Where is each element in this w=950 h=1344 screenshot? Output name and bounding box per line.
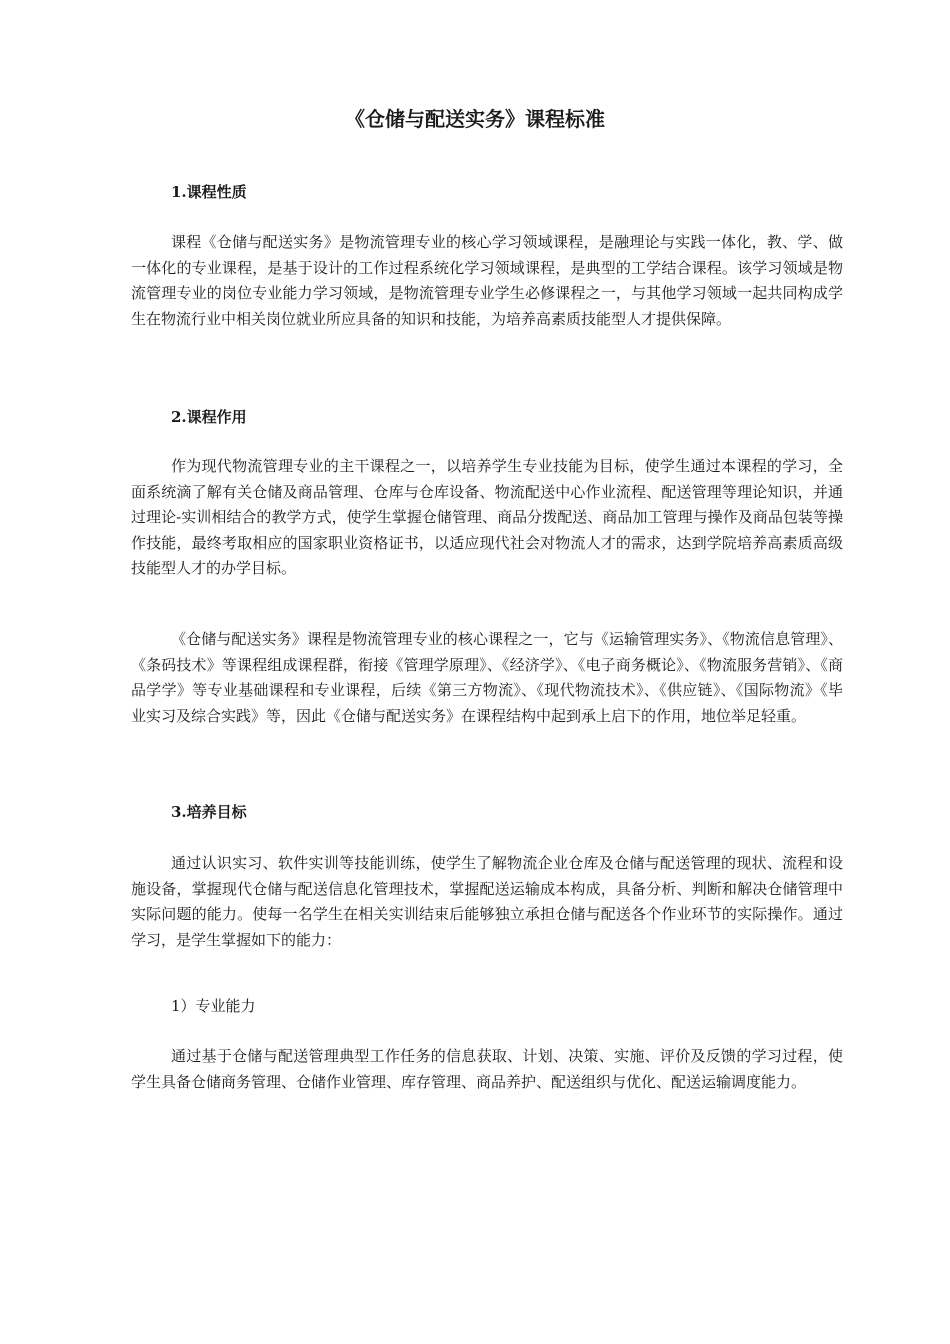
paragraph-professional-ability: 通过基于仓储与配送管理典型工作任务的信息获取、计划、决策、实施、评价及反馈的学习过程，使学生具备仓储商务管理、仓储作业管理、库存管理、商品养护、配送组织与优化、配送运输调度能力。	[131, 1047, 843, 1091]
paragraph-role-1: 作为现代物流管理专业的主干课程之一，以培养学生专业技能为目标，使学生通过本课程的学习，全面系统滴了解有关仓储及商品管理、仓库与仓库设备、物流配送中心作业流程、配送管理等理论知识，并通过理论-实训相结合的教学方式，使学生掌握仓储管理、商品分拨配送、商品加工管理与操作及商品包装等操作技能，最终考取相应的国家职业资格证书，以适应现代社会对物流人才的需求，达到学院培养高素质高级技能型人才的办学目标。	[131, 457, 843, 578]
paragraph-nature: 课程《仓储与配送实务》是物流管理专业的核心学习领域课程，是融理论与实践一体化，教、学、做一体化的专业课程，是基于设计的工作过程系统化学习领域课程，是典型的工学结合课程。该学习领域是物流管理专业的岗位专业能力学习领域，是物流管理专业学生必修课程之一，与其他学习领域一起共同构成学生在物流行业中相关岗位就业所应具备的知识和技能，为培养高素质技能型人才提供保障。	[131, 233, 843, 328]
document-title: 《仓储与配送实务》课程标准	[345, 107, 605, 131]
paragraph-goals: 通过认识实习、软件实训等技能训练，使学生了解物流企业仓库及仓储与配送管理的现状、流程和设施设备，掌握现代仓储与配送信息化管理技术，掌握配送运输成本构成，具备分析、判断和解决仓储管理中实际问题的能力。使每一名学生在相关实训结束后能够独立承担仓储与配送各个作业环节的实际操作。通过学习，是学生掌握如下的能力：	[131, 854, 843, 949]
paragraph-role-2: 《仓储与配送实务》课程是物流管理专业的核心课程之一，它与《运输管理实务》、《物流信息管理》、《条码技术》等课程组成课程群，衔接《管理学原理》、《经济学》、《电子商务概论》、《物流服务营销》、《商品学学》等专业基础课程和专业课程，后续《第三方物流》、《现代物流技术》、《供应链》、《国际物流》《毕业实习及综合实践》等，因此《仓储与配送实务》在课程结构中起到承上启下的作用，地位举足轻重。	[131, 630, 843, 725]
section-heading-goals: 3.培养目标	[171, 803, 247, 821]
subheading-professional-ability: 1）专业能力	[171, 997, 256, 1015]
section-heading-role: 2.课程作用	[171, 408, 247, 426]
section-heading-nature: 1.课程性质	[171, 183, 247, 201]
